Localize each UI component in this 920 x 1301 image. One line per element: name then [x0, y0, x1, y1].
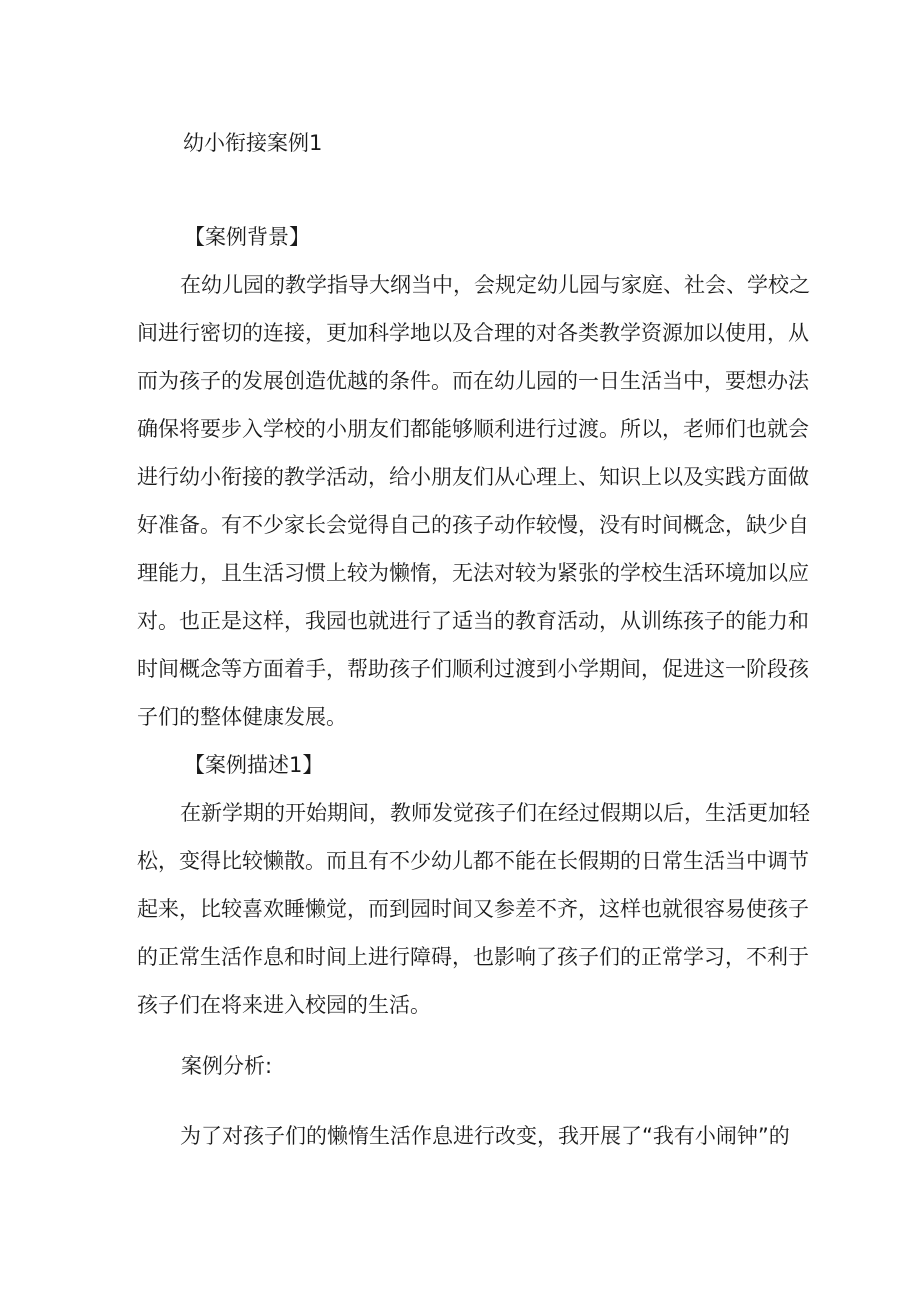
- document-title: 幼小衔接案例1: [183, 131, 323, 155]
- paragraph-line: 在新学期的开始期间，教师发觉孩子们在经过假期以后，生活更加轻: [180, 801, 810, 825]
- paragraph-line: 松，变得比较懒散。而且有不少幼儿都不能在长假期的日常生活当中调节: [137, 849, 809, 873]
- paragraph-line: 确保将要步入学校的小朋友们都能够顺利进行过渡。所以，老师们也就会: [137, 417, 809, 441]
- paragraph-line: 起来，比较喜欢睡懒觉，而到园时间又参差不齐，这样也就很容易使孩子: [137, 897, 809, 921]
- paragraph-line: 为了对孩子们的懒惰生活作息进行改变，我开展了“我有小闹钟”的: [180, 1124, 790, 1148]
- paragraph-line: 孩子们在将来进入校园的生活。: [137, 993, 431, 1017]
- paragraph-line: 在幼儿园的教学指导大纲当中，会规定幼儿园与家庭、社会、学校之: [180, 273, 810, 297]
- paragraph-line: 好准备。有不少家长会觉得自己的孩子动作较慢，没有时间概念，缺少自: [137, 513, 809, 537]
- paragraph-line: 理能力，且生活习惯上较为懒惰，无法对较为紧张的学校生活环境加以应: [137, 561, 809, 585]
- section-heading-description: 【案例描述1】: [184, 753, 324, 777]
- paragraph-line: 的正常生活作息和时间上进行障碍，也影响了孩子们的正常学习，不利于: [137, 945, 809, 969]
- paragraph-line: 而为孩子的发展创造优越的条件。而在幼儿园的一日生活当中，要想办法: [137, 369, 809, 393]
- paragraph-line: 对。也正是这样，我园也就进行了适当的教育活动，从训练孩子的能力和: [137, 609, 809, 633]
- paragraph-line: 子们的整体健康发展。: [137, 705, 347, 729]
- section-heading-analysis: 案例分析:: [181, 1054, 273, 1078]
- paragraph-line: 时间概念等方面着手，帮助孩子们顺利过渡到小学期间，促进这一阶段孩: [137, 657, 809, 681]
- section-heading-background: 【案例背景】: [184, 225, 310, 249]
- paragraph-line: 进行幼小衔接的教学活动，给小朋友们从心理上、知识上以及实践方面做: [137, 465, 809, 489]
- paragraph-line: 间进行密切的连接，更加科学地以及合理的对各类教学资源加以使用，从: [137, 321, 809, 345]
